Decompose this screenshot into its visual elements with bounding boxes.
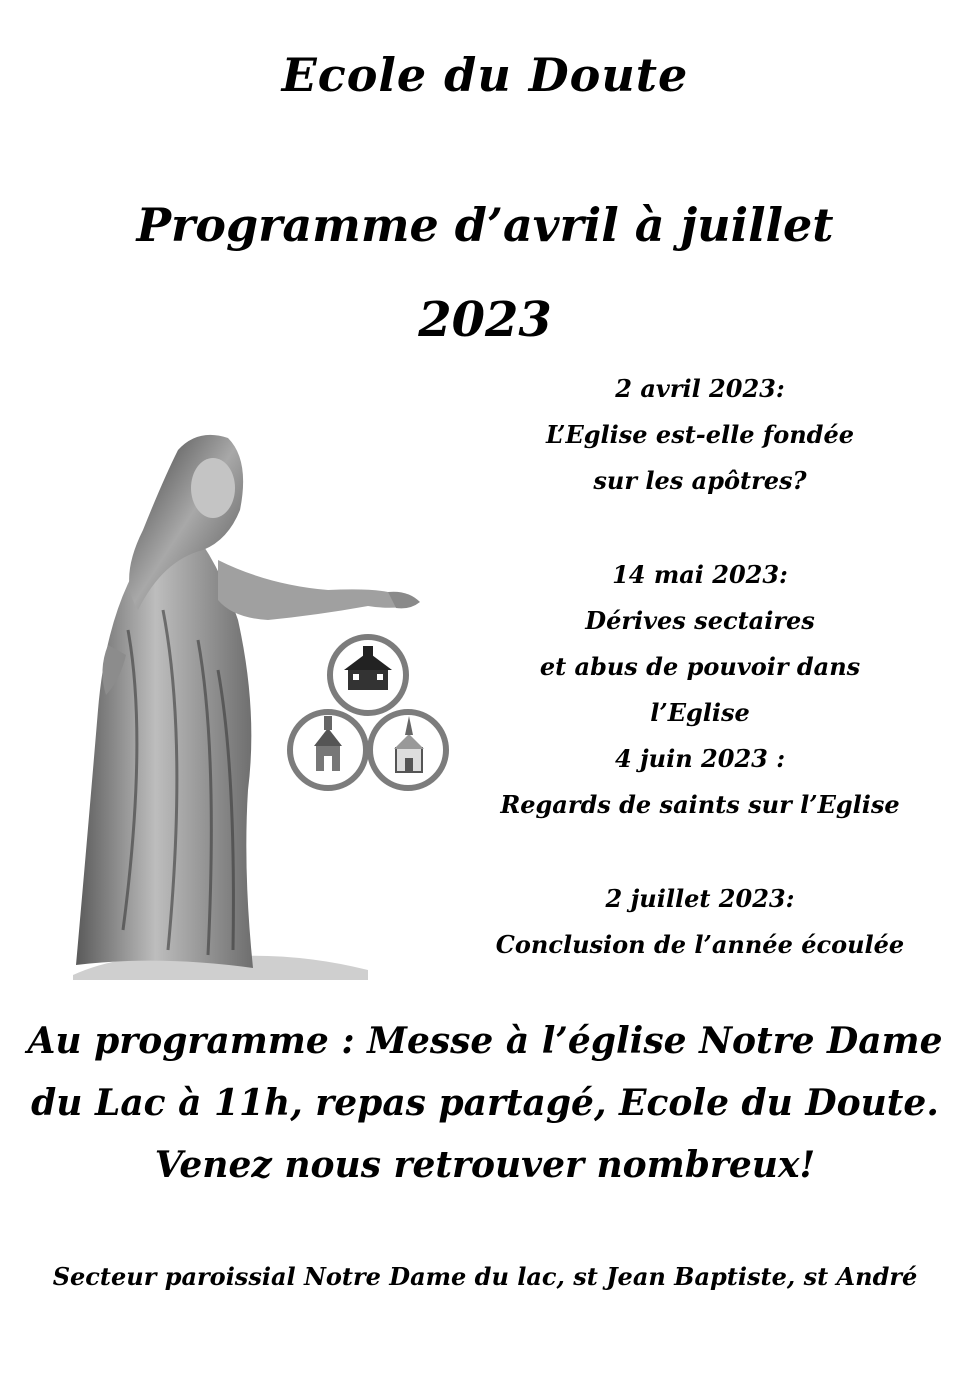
program-line: Au programme : Messe à l’église Notre Dame (27, 1020, 943, 1062)
event-item (490, 736, 910, 828)
event-date: 14 mai 2023: (612, 560, 788, 589)
program-line: Venez nous retrouver nombreux! (154, 1144, 816, 1186)
event-date: 4 juin 2023 : (614, 744, 786, 773)
event-date: 2 juillet 2023: (605, 884, 795, 913)
event-title-line: Conclusion de l’année écoulée (495, 930, 905, 959)
page-title: Ecole du Doute (281, 48, 689, 102)
event-item (490, 366, 910, 504)
statue-illustration (68, 410, 488, 980)
page-year: 2023 (418, 292, 552, 348)
event-title-line: L’Eglise est-elle fondée (546, 420, 854, 449)
event-item (490, 876, 910, 968)
event-title-line: et abus de pouvoir dans l’Eglise (539, 652, 861, 727)
parish-footer: Secteur paroissial Notre Dame du lac, st Jean Baptiste, st André (52, 1262, 918, 1291)
program-line: du Lac à 11h, repas partagé, Ecole du Doute. (31, 1082, 939, 1124)
page-subtitle: Programme d’avril à juillet (136, 198, 834, 252)
event-date: 2 avril 2023: (615, 374, 785, 403)
event-title-line: Dérives sectaires (585, 606, 815, 635)
event-title-line: Regards de saints sur l’Eglise (500, 790, 900, 819)
program-description (20, 1010, 950, 1196)
statue-face (191, 458, 235, 518)
statue-arm (218, 560, 413, 620)
event-title-line: sur les apôtres? (593, 466, 807, 495)
three-churches-logo (290, 637, 446, 788)
event-item (490, 552, 910, 736)
